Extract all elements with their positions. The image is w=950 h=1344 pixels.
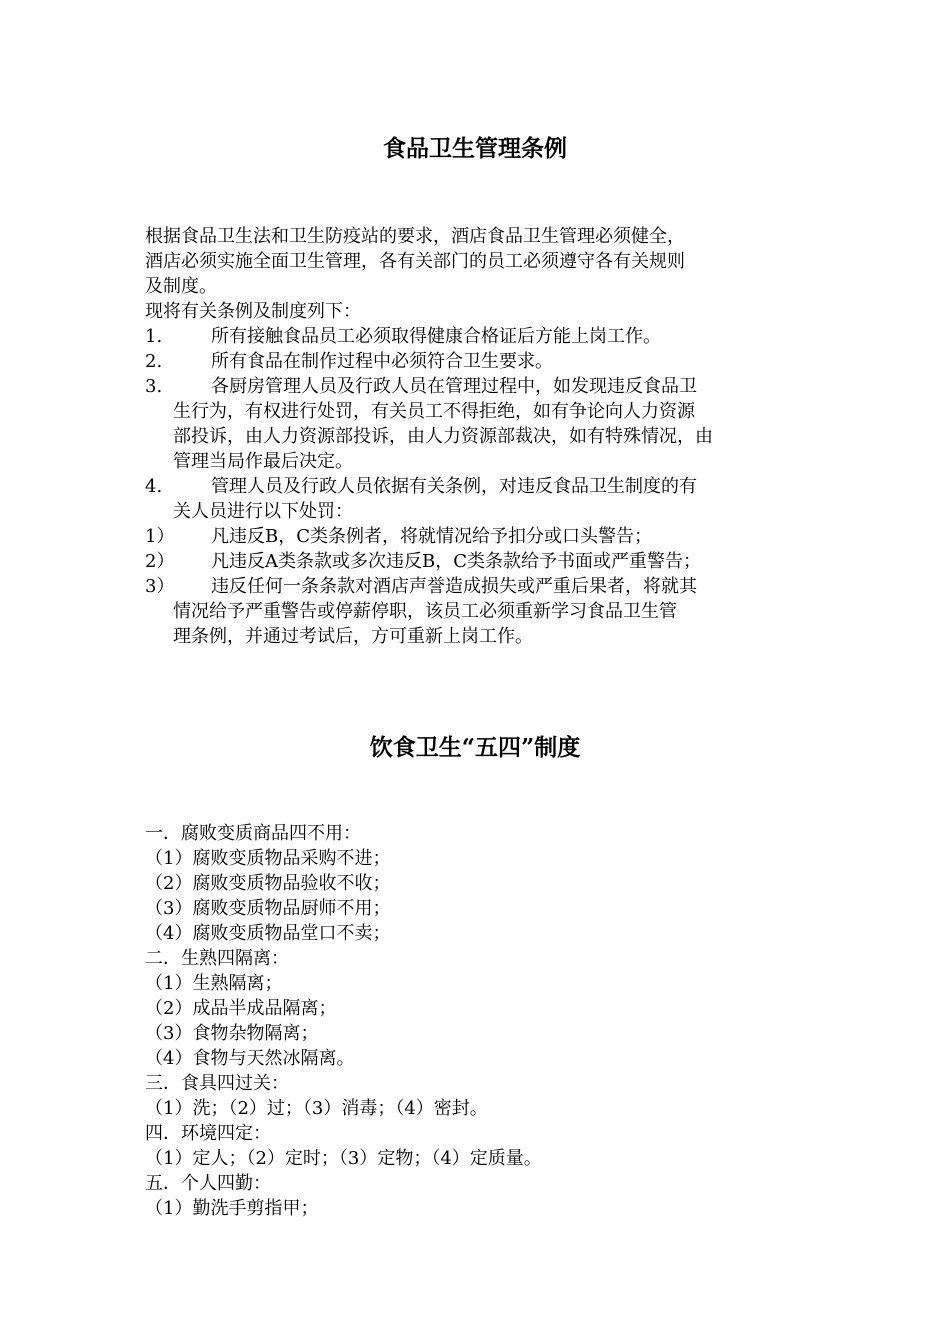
list-item: 三．食具四过关：	[145, 1073, 289, 1094]
intro-line: 及制度。	[145, 276, 217, 297]
list-item: 五．个人四勤：	[145, 1173, 271, 1194]
item-continuation: 生行为，有权进行处罚，有关员工不得拒绝，如有争论向人力资源	[173, 401, 695, 422]
list-item: （3）食物杂物隔离；	[145, 1023, 319, 1044]
item-continuation: 关人员进行以下处罚：	[173, 501, 353, 522]
list-item: （2）成品半成品隔离；	[145, 998, 337, 1019]
item-text: 各厨房管理人员及行政人员在管理过程中，如发现违反食品卫	[211, 376, 697, 397]
item-text: 凡违反A类条款或多次违反B，C类条款给予书面或严重警告；	[211, 551, 701, 572]
item-number: 3.	[145, 376, 163, 397]
intro-line: 根据食品卫生法和卫生防疫站的要求，酒店食品卫生管理必须健全，	[145, 226, 685, 247]
item-text: 凡违反B，C类条例者，将就情况给予扣分或口头警告；	[211, 526, 652, 547]
section1-body	[145, 224, 810, 649]
rule-item-4	[145, 474, 810, 499]
list-item: （1）洗；（2）过；（3）消毒；（4）密封。	[145, 1098, 488, 1119]
list-item: （1）勤洗手剪指甲；	[145, 1198, 319, 1219]
item-text: 管理人员及行政人员依据有关条例，对违反食品卫生制度的有	[211, 476, 697, 497]
item-continuation: 管理当局作最后决定。	[173, 451, 353, 472]
list-item: （1）生熟隔离；	[145, 973, 283, 994]
list-item: 二．生熟四隔离：	[145, 948, 289, 969]
list-item: （1）腐败变质物品采购不进；	[145, 848, 391, 869]
item-number: 2）	[145, 551, 175, 572]
list-item: （3）腐败变质物品厨师不用；	[145, 898, 391, 919]
rule-item-1	[145, 324, 810, 349]
rule-item-3	[145, 374, 810, 399]
intro-line: 现将有关条例及制度列下：	[145, 301, 361, 322]
rule-item-2	[145, 349, 810, 374]
item-number: 2.	[145, 351, 163, 372]
item-text: 违反任何一条条款对酒店声誉造成损失或严重后果者，将就其	[211, 576, 697, 597]
section1-title: 食品卫生管理条例	[383, 135, 567, 162]
penalty-item-1	[145, 524, 810, 549]
list-item: 四．环境四定：	[145, 1123, 271, 1144]
intro-line: 酒店必须实施全面卫生管理，各有关部门的员工必须遵守各有关规则	[145, 251, 685, 272]
section2-title: 饮食卫生“五四”制度	[369, 734, 581, 761]
item-continuation: 部投诉，由人力资源部投诉，由人力资源部裁决，如有特殊情况，由	[173, 426, 713, 447]
section2-body	[145, 821, 810, 1221]
item-number: 4.	[145, 476, 163, 497]
item-number: 1）	[145, 526, 175, 547]
item-number: 1.	[145, 326, 163, 347]
list-item: （4）腐败变质物品堂口不卖；	[145, 923, 391, 944]
list-item: （2）腐败变质物品验收不收；	[145, 873, 391, 894]
penalty-item-2	[145, 549, 810, 574]
list-item: （4）食物与天然冰隔离。	[145, 1048, 355, 1069]
item-continuation: 理条例，并通过考试后，方可重新上岗工作。	[173, 626, 533, 647]
item-number: 3）	[145, 576, 175, 597]
item-text: 所有接触食品员工必须取得健康合格证后方能上岗工作。	[211, 326, 661, 347]
penalty-item-3	[145, 574, 810, 599]
list-item: （1）定人；（2）定时；（3）定物；（4）定质量。	[145, 1148, 542, 1169]
list-item: 一．腐败变质商品四不用：	[145, 823, 361, 844]
item-continuation: 情况给予严重警告或停薪停职，该员工必须重新学习食品卫生管	[173, 601, 677, 622]
item-text: 所有食品在制作过程中必须符合卫生要求。	[211, 351, 553, 372]
